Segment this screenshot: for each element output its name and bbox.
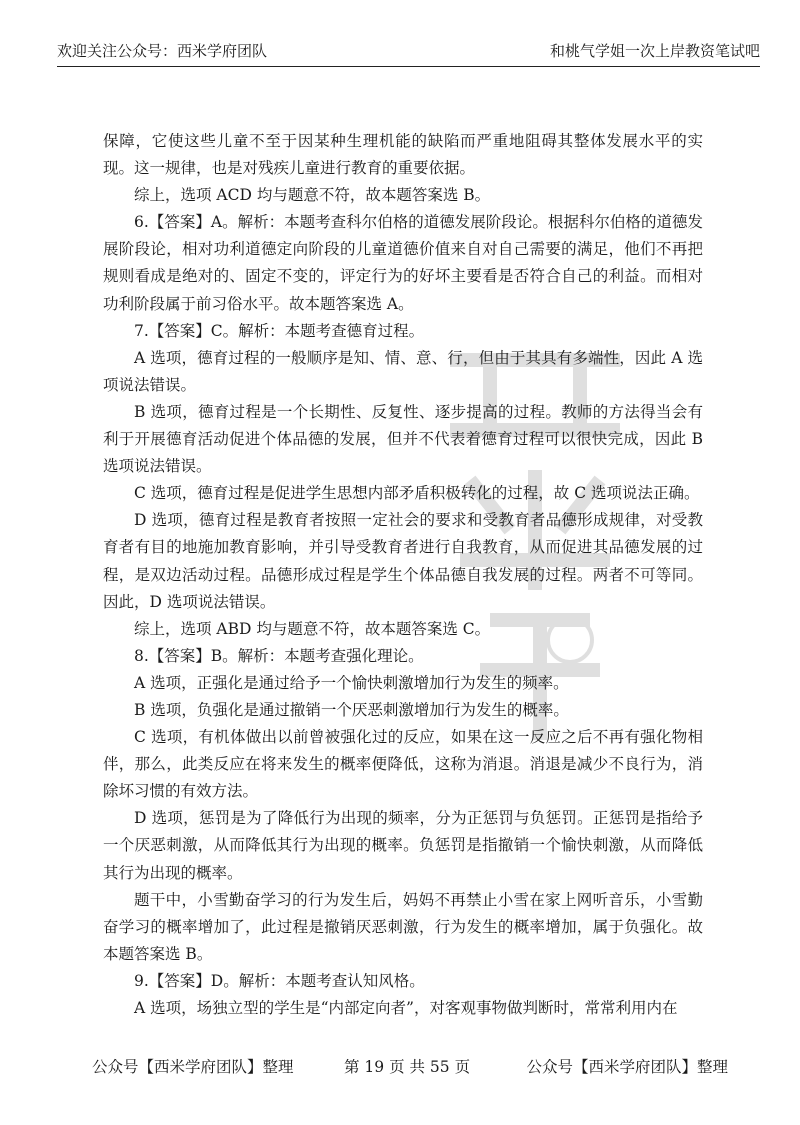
paragraph: 综上，选项 ACD 均与题意不符，故本题答案选 B。 <box>134 186 491 205</box>
paragraph: D 选项，惩罚是为了降低行为出现的频率，分为正惩罚与负惩罚。正惩罚是指给予一个厌恶刺激，从而降低其行为出现的概率。负惩罚是指撤销一个愉快刺激，从而降低其行为出现的概率。 <box>103 809 703 882</box>
paragraph: A 选项，德育过程的一般顺序是知、情、意、行，但由于其具有多端性，因此 A 选项说法错误。 <box>103 348 703 394</box>
footer-right-text: 公众号【西米学府团队】整理 <box>526 1058 728 1076</box>
document-body <box>103 128 703 1022</box>
paragraph: C 选项，德育过程是促进学生思想内部矛盾积极转化的过程，故 C 选项说法正确。 <box>134 484 700 503</box>
paragraph: C 选项，有机体做出以前曾被强化过的反应，如果在这一反应之后不再有强化物相伴，那么，此类反应在将来发生的概率便降低，这称为消退。消退是减少不良行为，消除坏习惯的有效方法。 <box>103 728 703 801</box>
header-left-text: 欢迎关注公众号：西米学府团队 <box>57 42 268 60</box>
paragraph: 综上，选项 ABD 均与题意不符，故本题答案选 C。 <box>134 619 491 638</box>
paragraph: B 选项，负强化是通过撤销一个厌恶刺激增加行为发生的概率。 <box>134 700 569 719</box>
page-footer <box>92 1055 728 1079</box>
page-number: 第 19 页 共 55 页 <box>344 1058 471 1076</box>
paragraph: 6.【答案】A。解析：本题考查科尔伯格的道德发展阶段论。根据科尔伯格的道德发展阶段论，相对功利道德定向阶段的儿童道德价值来自对自己需要的满足，他们不再把规则看成是绝对的、固定不变的，评定行为的好坏主要看是否符合自己的利益。而相对功利阶段属于前习俗水平。故本题答案选 A。 <box>103 213 703 313</box>
paragraph: B 选项，德育过程是一个长期性、反复性、逐步提高的过程。教师的方法得当会有利于开展德育活动促进个体品德的发展，但并不代表着德育过程可以很快完成，因此 B 选项说法错误。 <box>103 402 703 476</box>
paragraph: 9.【答案】D。解析：本题考查认知风格。 <box>134 971 425 990</box>
paragraph: 保障，它使这些儿童不至于因某种生理机能的缺陷而严重地阻碍其整体发展水平的实现。这一规律，也是对残疾儿童进行教育的重要依据。 <box>103 132 703 178</box>
page-header <box>57 36 760 67</box>
paragraph: A 选项，正强化是通过给予一个愉快刺激增加行为发生的频率。 <box>134 673 569 692</box>
paragraph: 8.【答案】B。解析：本题考查强化理论。 <box>134 646 424 665</box>
paragraph: 题干中，小雪勤奋学习的行为发生后，妈妈不再禁止小雪在家上网听音乐，小雪勤奋学习的概率增加了，此过程是撤销厌恶刺激，行为发生的概率增加，属于负强化。故本题答案选 B。 <box>103 890 703 963</box>
paragraph: 7.【答案】C。解析：本题考查德育过程。 <box>134 321 425 340</box>
header-right-text: 和桃气学姐一次上岸教资笔试吧 <box>549 42 760 60</box>
paragraph: D 选项，德育过程是教育者按照一定社会的要求和受教育者品德形成规律，对受教育者有目的地施加教育影响，并引导受教育者进行自我教育，从而促进其品德发展的过程，是双边活动过程。品德形成过程是学生个体品德自我发展的过程。两者不可等同。因此，D 选项说法错误。 <box>103 511 703 611</box>
footer-left-text: 公众号【西米学府团队】整理 <box>92 1058 294 1076</box>
paragraph: A 选项，场独立型的学生是“内部定向者”，对客观事物做判断时，常常利用内在 <box>134 999 678 1017</box>
